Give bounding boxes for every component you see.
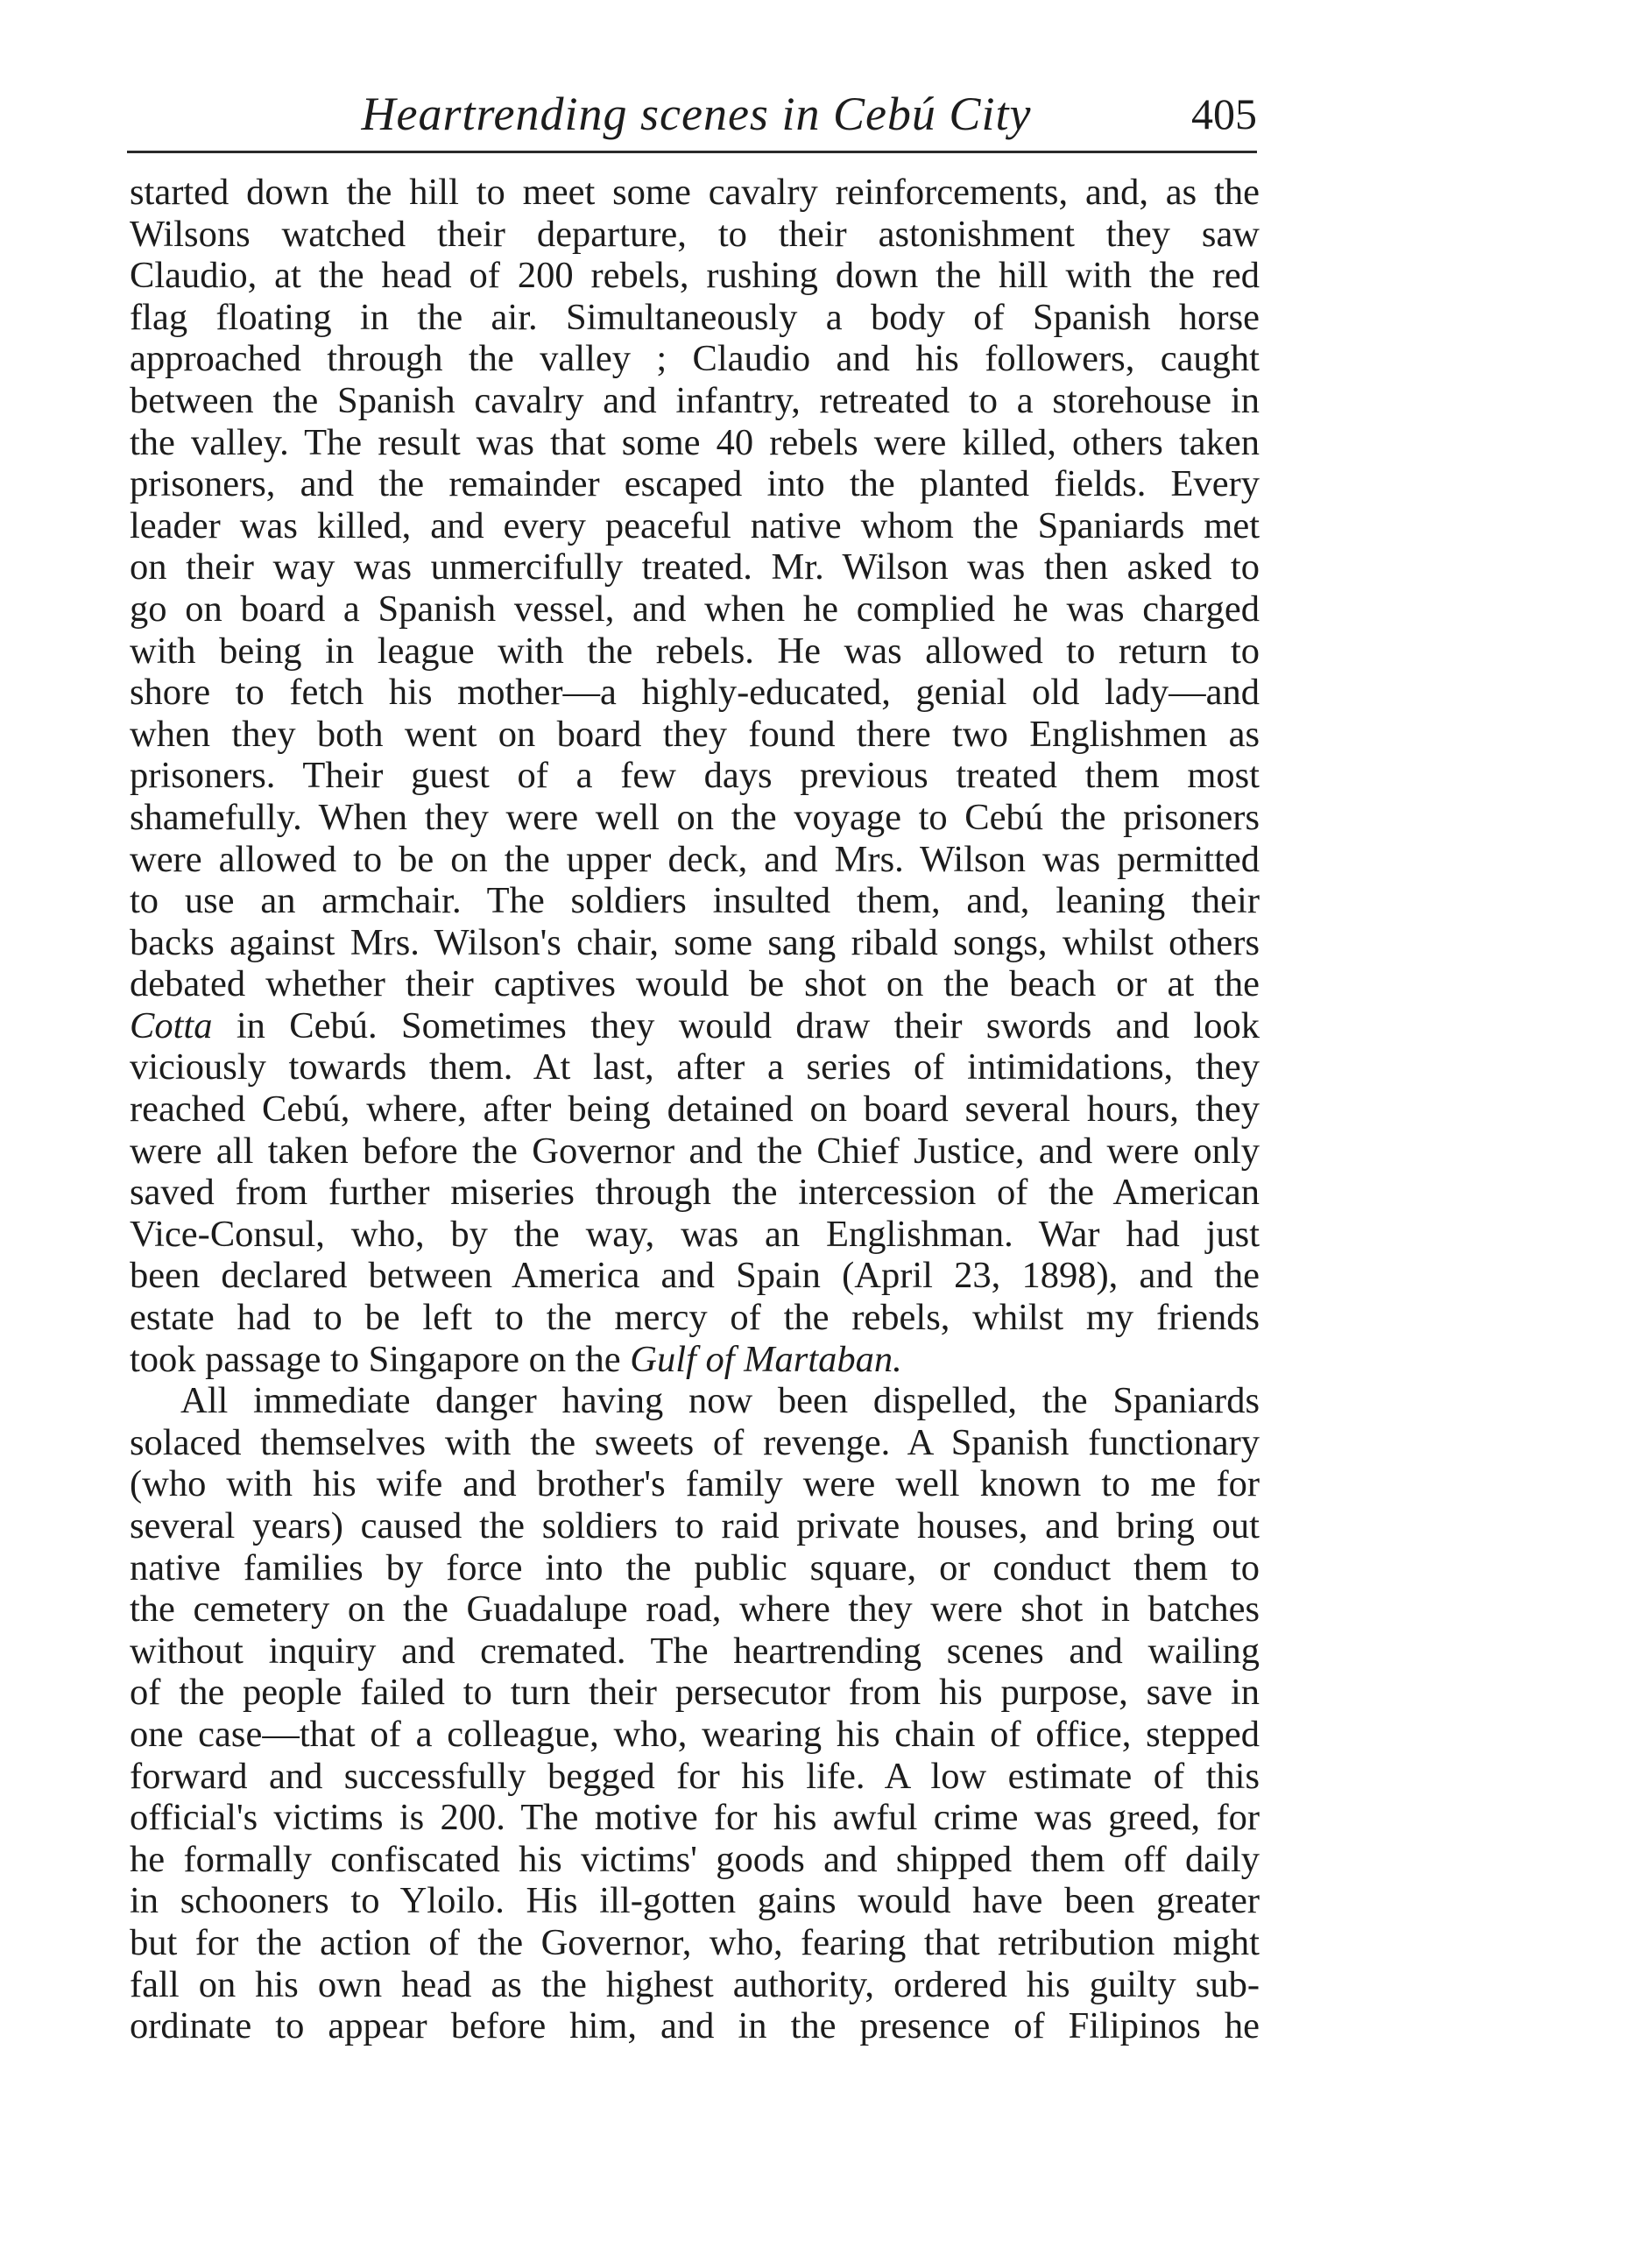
text-line bbox=[130, 588, 1260, 630]
text-segment: he formally confiscated his victims' goods and shipped them off daily bbox=[130, 1838, 1260, 1880]
text-segment: were allowed to be on the upper deck, and Mrs. Wilson was permitted bbox=[130, 838, 1260, 880]
text-line bbox=[130, 1088, 1260, 1130]
text-line bbox=[130, 1339, 1260, 1381]
text-segment: backs against Mrs. Wilson's chair, some sang ribald songs, whilst others bbox=[130, 921, 1260, 963]
text-line bbox=[130, 546, 1260, 588]
text-segment: when they both went on board they found there two Englishmen as bbox=[130, 713, 1260, 755]
page-number: 405 bbox=[1191, 89, 1257, 138]
text-segment: All immediate danger having now been dispelled, the Spaniards bbox=[180, 1380, 1260, 1422]
text-line bbox=[130, 1880, 1260, 1922]
text-segment: of the people failed to turn their persecutor from his purpose, save in bbox=[130, 1672, 1260, 1714]
text-segment: approached through the valley ; Claudio and his followers, caught bbox=[130, 338, 1260, 380]
text-segment: forward and successfully begged for his life. A low estimate of this bbox=[130, 1755, 1260, 1797]
text-segment: shamefully. When they were well on the voyage to Cebú the prisoners bbox=[130, 796, 1260, 838]
italic-text: Cotta bbox=[130, 1004, 213, 1046]
text-line bbox=[130, 1797, 1260, 1839]
text-segment: shore to fetch his mother—a highly-educated, genial old lady—and bbox=[130, 672, 1260, 714]
text-line bbox=[130, 1964, 1260, 2006]
text-segment: solaced themselves with the sweets of revenge. A Spanish functionary bbox=[130, 1421, 1260, 1463]
text-segment: estate had to be left to the mercy of the rebels, whilst my friends bbox=[130, 1297, 1260, 1339]
text-line bbox=[130, 1005, 1260, 1047]
text-segment: between the Spanish cavalry and infantry, retreated to a storehouse in bbox=[130, 379, 1260, 421]
text-line bbox=[130, 839, 1260, 881]
text-segment: the cemetery on the Guadalupe road, where they were shot in batches bbox=[130, 1588, 1260, 1631]
text-line bbox=[130, 1297, 1260, 1339]
text-line bbox=[130, 297, 1260, 339]
text-line bbox=[130, 1839, 1260, 1881]
text-segment: prisoners. Their guest of a few days previous treated them most bbox=[130, 755, 1260, 797]
text-segment: were all taken before the Governor and the Chief Justice, and were only bbox=[130, 1130, 1260, 1172]
text-line bbox=[130, 922, 1260, 964]
text-segment: flag floating in the air. Simultaneously a body of Spanish horse bbox=[130, 296, 1260, 338]
text-line bbox=[130, 463, 1260, 505]
text-line bbox=[130, 1505, 1260, 1547]
text-segment: started down the hill to meet some cavalry reinforcements, and, as the bbox=[130, 172, 1260, 213]
text-segment: on their way was unmercifully treated. Mr. Wilson was then asked to bbox=[130, 546, 1260, 588]
text-segment: one case—that of a colleague, who, wearing his chain of office, stepped bbox=[130, 1713, 1260, 1755]
text-line bbox=[130, 214, 1260, 256]
text-segment: saved from further miseries through the intercession of the American bbox=[130, 1172, 1260, 1214]
text-segment: several years) caused the soldiers to raid private houses, and bring out bbox=[130, 1505, 1260, 1546]
text-line bbox=[130, 1130, 1260, 1173]
text-line bbox=[130, 1672, 1260, 1714]
text-line bbox=[130, 1046, 1260, 1088]
text-line bbox=[130, 1255, 1260, 1297]
text-segment: leader was killed, and every peaceful native whom the Spaniards met bbox=[130, 504, 1260, 546]
text-line bbox=[130, 422, 1260, 464]
text-segment: debated whether their captives would be shot on the beach or at the bbox=[130, 963, 1260, 1005]
text-line bbox=[130, 1631, 1260, 1673]
text-line bbox=[130, 1172, 1260, 1214]
text-line bbox=[130, 1714, 1260, 1756]
text-segment: go on board a Spanish vessel, and when he complied he was charged bbox=[130, 588, 1260, 630]
text-segment: in Cebú. Sometimes they would draw their swords and look bbox=[212, 1004, 1260, 1046]
text-segment: in schooners to Yloilo. His ill-gotten gains would have been greater bbox=[130, 1880, 1260, 1922]
paragraph bbox=[130, 1380, 1260, 2047]
text-segment: Wilsons watched their departure, to their astonishment they saw bbox=[130, 213, 1260, 255]
text-line bbox=[130, 630, 1260, 673]
text-line bbox=[130, 672, 1260, 714]
text-line bbox=[130, 880, 1260, 922]
text-line bbox=[130, 1547, 1260, 1589]
text-segment: the valley. The result was that some 40 rebels were killed, others taken bbox=[130, 421, 1260, 463]
text-line bbox=[130, 755, 1260, 797]
text-line bbox=[130, 338, 1260, 380]
text-segment: Vice-Consul, who, by the way, was an Englishman. War had just bbox=[130, 1213, 1260, 1255]
text-segment: ordinate to appear before him, and in the presence of Filipinos he bbox=[130, 2005, 1260, 2047]
text-line bbox=[130, 172, 1260, 214]
text-line bbox=[130, 1588, 1260, 1631]
running-head bbox=[127, 83, 1266, 144]
text-line bbox=[130, 1756, 1260, 1798]
text-line bbox=[130, 1922, 1260, 1964]
text-segment: fall on his own head as the highest authority, ordered his guilty sub- bbox=[130, 1963, 1260, 2005]
text-segment: been declared between America and Spain (April 23, 1898), and the bbox=[130, 1255, 1260, 1297]
text-line bbox=[130, 255, 1260, 297]
text-segment: with being in league with the rebels. He was allowed to return to bbox=[130, 630, 1260, 672]
text-segment: native families by force into the public square, or conduct them to bbox=[130, 1546, 1260, 1588]
text-line bbox=[130, 1214, 1260, 1256]
text-segment: reached Cebú, where, after being detained on board several hours, they bbox=[130, 1088, 1260, 1130]
text-segment: took passage to Singapore on the bbox=[130, 1338, 631, 1380]
text-line bbox=[130, 797, 1260, 839]
text-line bbox=[130, 380, 1260, 422]
text-segment: (who with his wife and brother's family were well known to me for bbox=[130, 1463, 1260, 1505]
text-line bbox=[130, 963, 1260, 1005]
text-line bbox=[130, 1463, 1260, 1505]
running-title: Heartrending scenes in Cebú City bbox=[361, 88, 1032, 140]
text-segment: Claudio, at the head of 200 rebels, rushing down the hill with the red bbox=[130, 255, 1260, 297]
text-line bbox=[130, 2005, 1260, 2047]
text-segment: viciously towards them. At last, after a series of intimidations, they bbox=[130, 1046, 1260, 1088]
text-line bbox=[130, 1422, 1260, 1464]
text-segment: but for the action of the Governor, who, fearing that retribution might bbox=[130, 1921, 1260, 1963]
text-segment: official's victims is 200. The motive for his awful crime was greed, for bbox=[130, 1797, 1260, 1839]
paragraph bbox=[130, 172, 1260, 1380]
text-segment: without inquiry and cremated. The heartrending scenes and wailing bbox=[130, 1630, 1260, 1672]
text-segment: prisoners, and the remainder escaped into the planted fields. Every bbox=[130, 463, 1260, 505]
text-line bbox=[130, 505, 1260, 547]
text-line bbox=[130, 714, 1260, 756]
italic-text: Gulf of Martaban. bbox=[630, 1338, 902, 1380]
text-line bbox=[130, 1380, 1260, 1422]
body-text bbox=[130, 172, 1260, 2047]
text-segment: to use an armchair. The soldiers insulted them, and, leaning their bbox=[130, 880, 1260, 922]
header-rule bbox=[127, 151, 1257, 153]
